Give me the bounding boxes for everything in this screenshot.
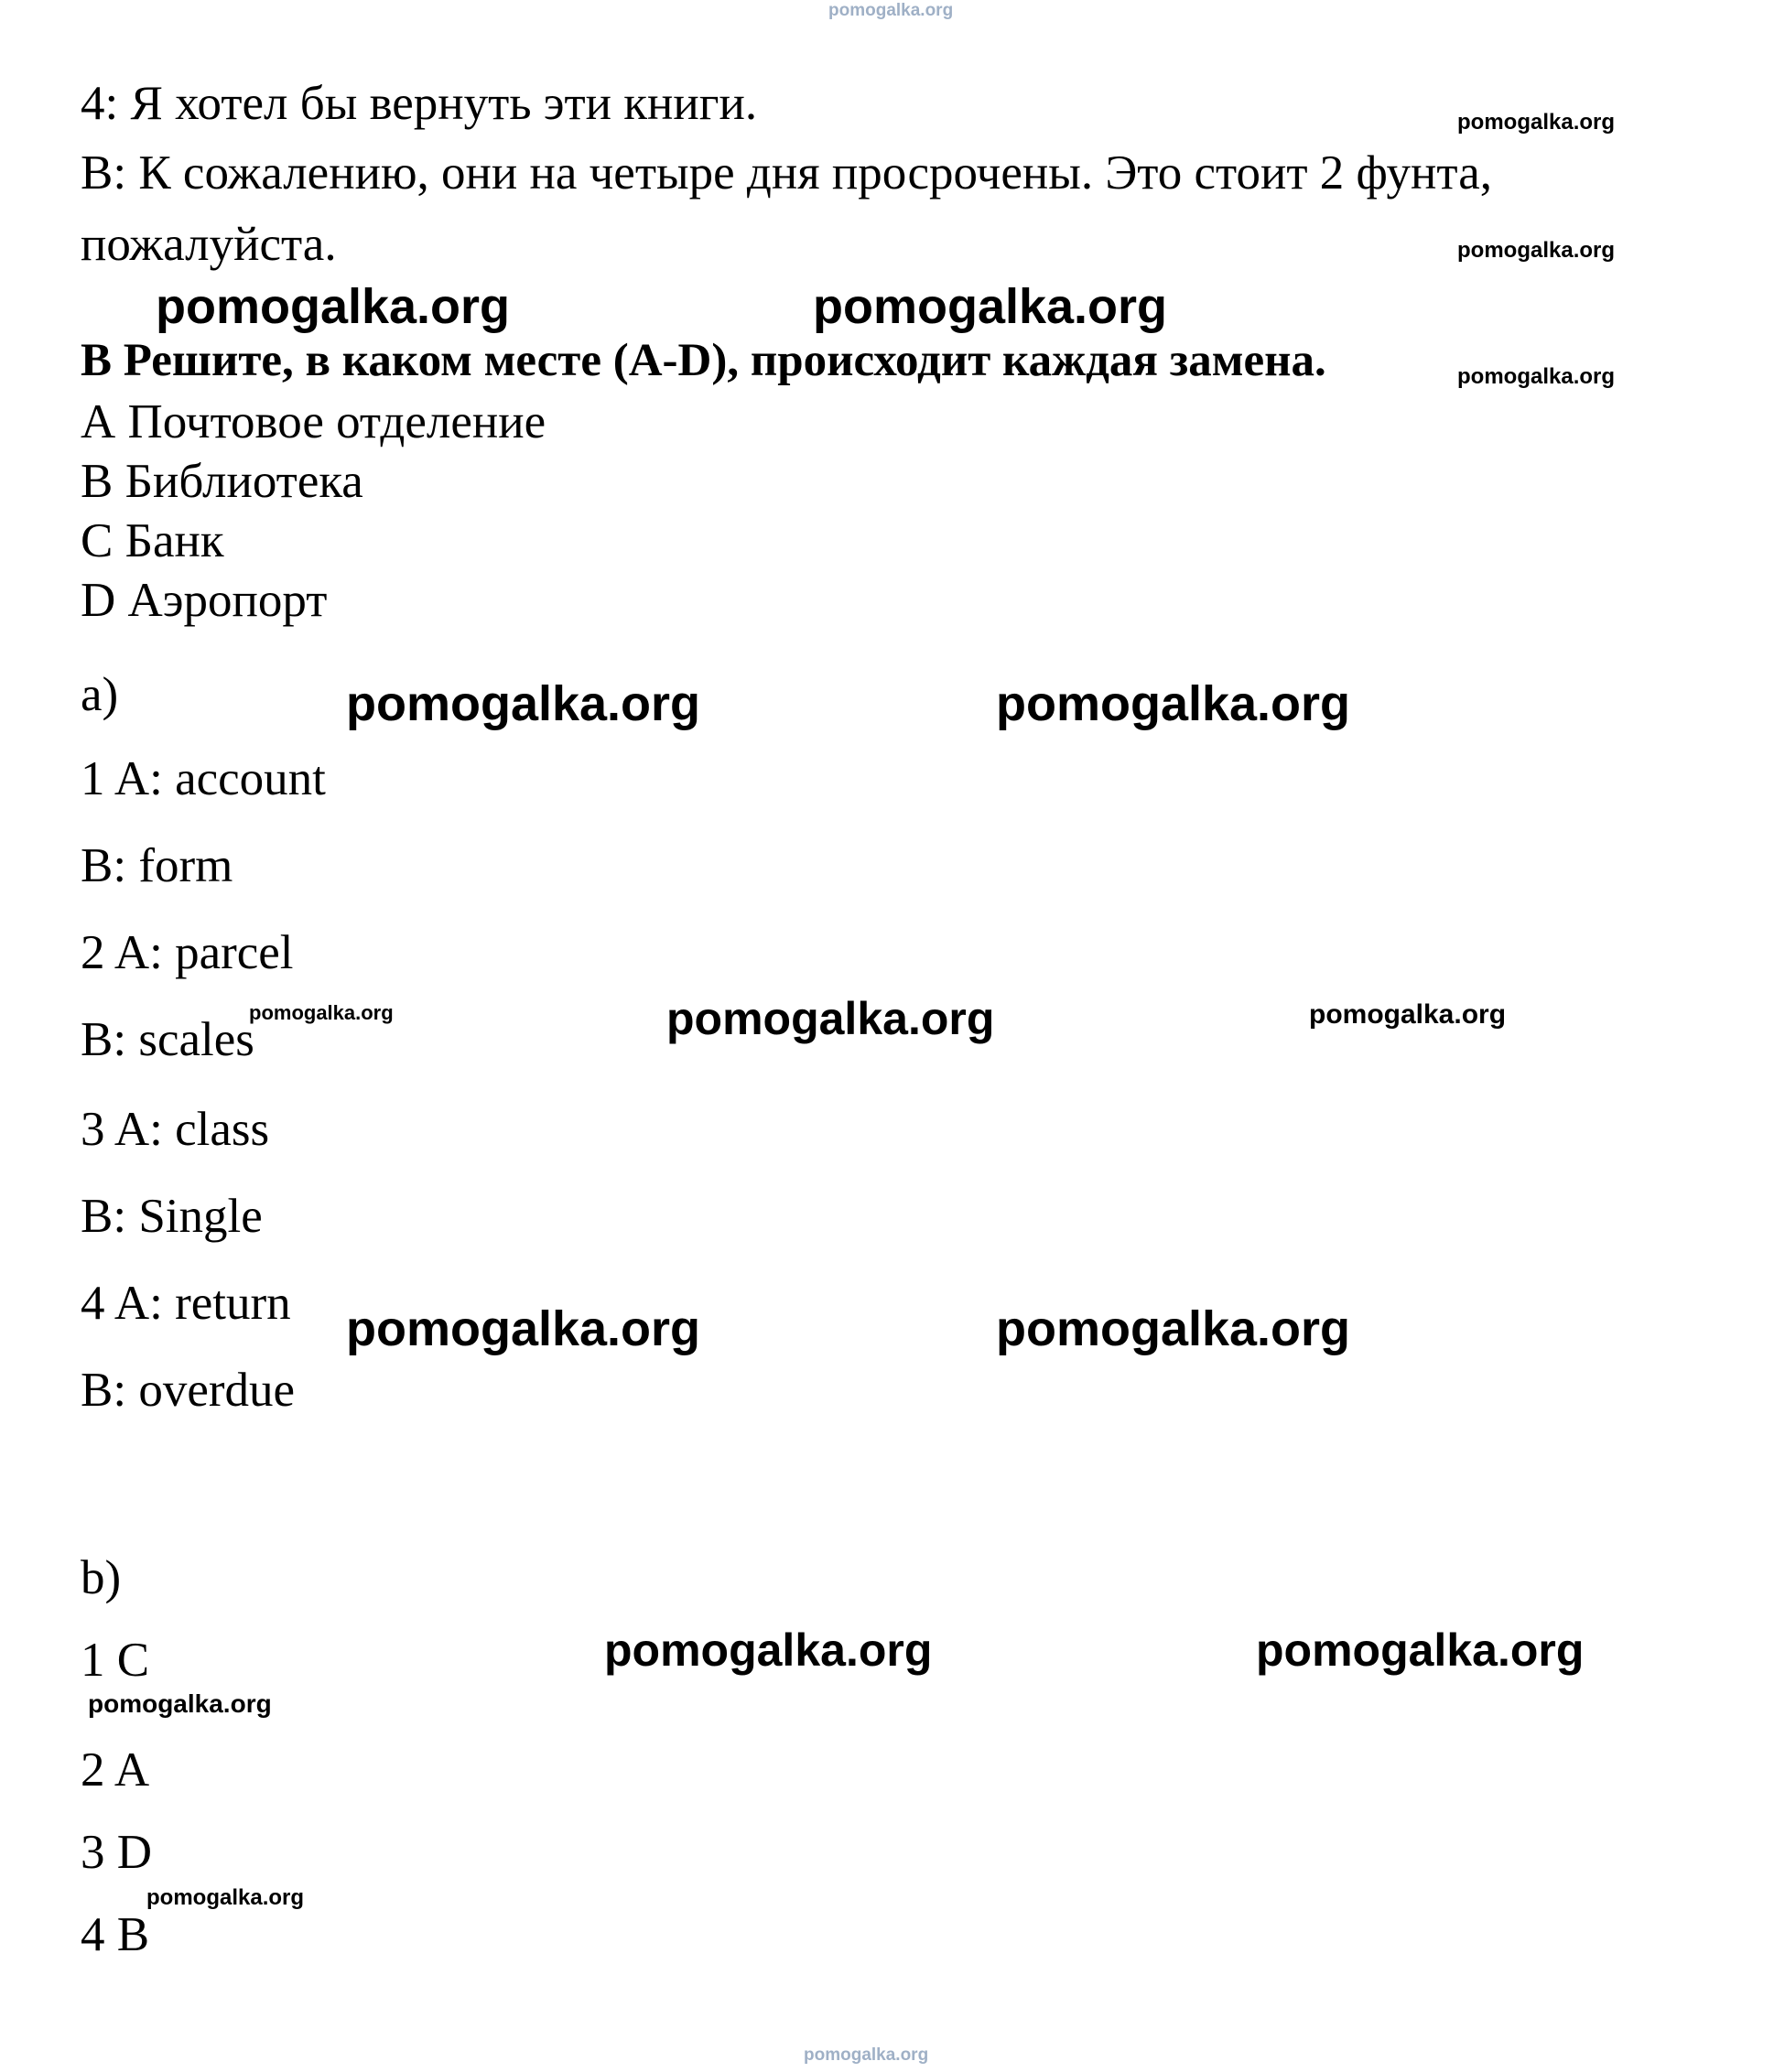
watermark: pomogalka.org [813, 279, 1168, 334]
watermark: pomogalka.org [804, 2045, 929, 2065]
option-c: С Банк [81, 514, 224, 567]
answer-1a: 1 A: account [81, 752, 326, 805]
watermark: pomogalka.org [996, 1301, 1351, 1356]
watermark: pomogalka.org [1256, 1624, 1585, 1676]
watermark: pomogalka.org [996, 676, 1351, 731]
answer-b3: 3 D [81, 1826, 153, 1879]
answer-3a: 3 A: class [81, 1103, 270, 1156]
dialog-line-2: B: К сожалению, они на четыре дня просрочены. Это стоит 2 фунта, [81, 146, 1492, 200]
answer-2a: 2 A: parcel [81, 926, 294, 979]
part-b-label: b) [81, 1551, 122, 1604]
watermark: pomogalka.org [1457, 110, 1616, 135]
watermark: pomogalka.org [666, 993, 995, 1044]
answer-4b: B: overdue [81, 1364, 296, 1417]
section-b-heading: В Решите, в каком месте (A-D), происходит каждая замена. [81, 335, 1326, 386]
watermark: pomogalka.org [1457, 364, 1616, 389]
watermark: pomogalka.org [249, 1001, 394, 1024]
option-a: А Почтовое отделение [81, 395, 546, 448]
answer-b2: 2 A [81, 1743, 150, 1797]
watermark: pomogalka.org [828, 1, 954, 20]
answer-b1: 1 C [81, 1634, 150, 1687]
watermark: pomogalka.org [146, 1885, 305, 1910]
watermark: pomogalka.org [346, 1301, 701, 1356]
watermark: pomogalka.org [88, 1689, 272, 1718]
option-b: В Библиотека [81, 455, 363, 508]
answer-3b: B: Single [81, 1190, 263, 1243]
watermark: pomogalka.org [604, 1624, 933, 1676]
part-a-label: a) [81, 668, 119, 721]
watermark: pomogalka.org [156, 279, 511, 334]
watermark: pomogalka.org [1457, 238, 1616, 263]
answer-2b: B: scales [81, 1013, 254, 1066]
answer-4a: 4 A: return [81, 1277, 291, 1330]
option-d: D Аэропорт [81, 574, 328, 627]
answer-1b: B: form [81, 839, 233, 892]
dialog-line-1: 4: Я хотел бы вернуть эти книги. [81, 77, 758, 130]
dialog-line-3: пожалуйста. [81, 218, 337, 271]
answer-b4: 4 B [81, 1908, 150, 1961]
watermark: pomogalka.org [1309, 999, 1507, 1030]
watermark: pomogalka.org [346, 676, 701, 731]
